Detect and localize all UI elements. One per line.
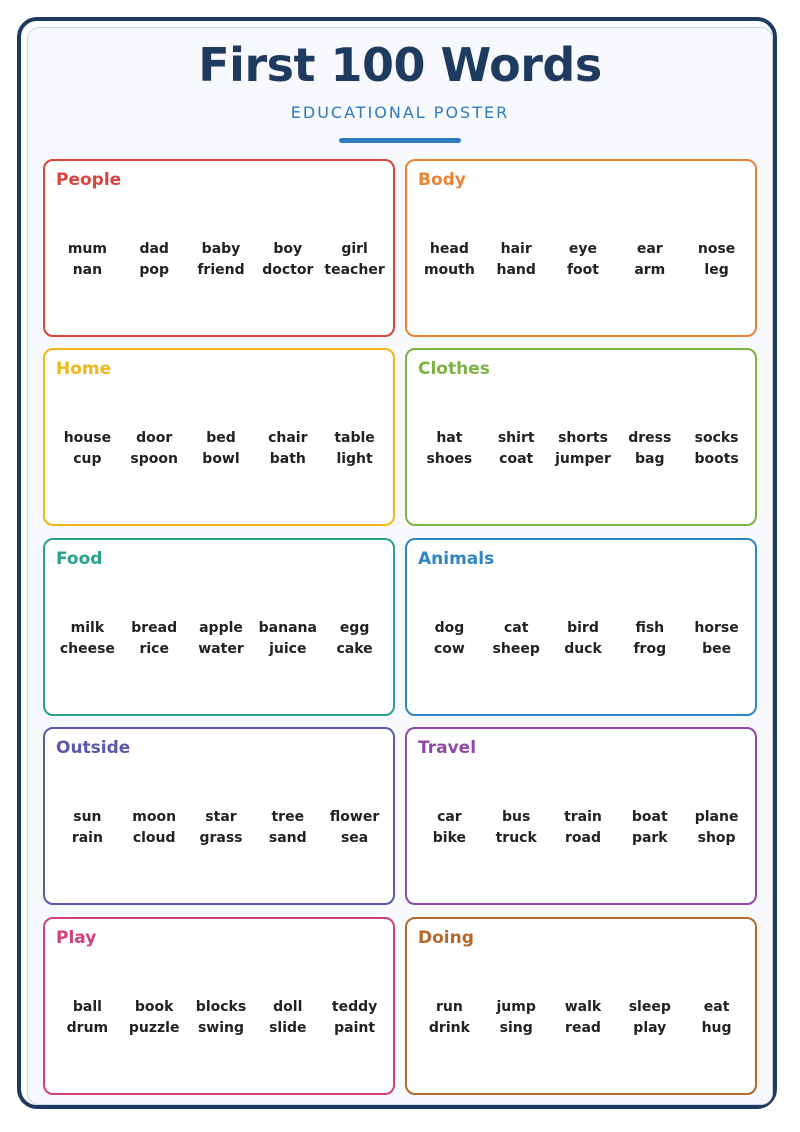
word-item: hat: [436, 430, 463, 446]
word-item: arm: [634, 262, 666, 278]
word-item: pop: [139, 262, 170, 278]
category-title: Play: [56, 928, 97, 948]
word-item: mouth: [423, 262, 475, 278]
word-item: walk: [564, 999, 602, 1015]
word-item: bird: [567, 620, 599, 636]
word-item: drink: [428, 1020, 470, 1036]
word-item: cheese: [59, 641, 115, 657]
word-item: egg: [339, 620, 370, 636]
word-item: sleep: [628, 999, 671, 1015]
word-item: water: [198, 641, 244, 657]
word-item: baby: [201, 241, 241, 257]
category-title: Home: [56, 359, 112, 379]
word-item: leg: [704, 262, 729, 278]
title-divider: [339, 138, 461, 143]
word-item: rain: [71, 830, 103, 846]
word-item: table: [334, 430, 375, 446]
word-item: truck: [495, 830, 537, 846]
poster-title: First 100 Words: [198, 38, 602, 92]
word-item: socks: [694, 430, 739, 446]
category-card-food: [43, 538, 395, 716]
word-item: tree: [271, 809, 305, 825]
word-item: sand: [268, 830, 307, 846]
category-card-outside: [43, 727, 395, 905]
category-title: Animals: [418, 549, 495, 569]
word-list: [416, 809, 750, 847]
category-card-clothes: [405, 348, 757, 526]
word-list: [54, 620, 388, 658]
word-item: spoon: [130, 451, 178, 467]
word-item: road: [564, 830, 601, 846]
word-item: head: [429, 241, 469, 257]
word-item: shoes: [426, 451, 473, 467]
word-item: puzzle: [128, 1020, 180, 1036]
category-card-home: [43, 348, 395, 526]
word-item: bag: [635, 451, 665, 467]
word-item: friend: [197, 262, 245, 278]
word-item: read: [565, 1020, 601, 1036]
word-item: slide: [269, 1020, 307, 1036]
word-list: [54, 809, 388, 847]
word-item: boy: [273, 241, 303, 257]
word-item: moon: [132, 809, 177, 825]
word-item: ear: [636, 241, 663, 257]
category-card-people: [43, 159, 395, 337]
category-card-doing: [405, 917, 757, 1095]
word-item: doctor: [262, 262, 314, 278]
word-item: grass: [199, 830, 243, 846]
category-title: People: [56, 170, 122, 190]
word-item: cat: [503, 620, 529, 636]
word-item: cup: [73, 451, 102, 467]
word-item: mum: [67, 241, 107, 257]
category-title: Body: [418, 170, 466, 190]
word-list: [416, 241, 750, 279]
word-item: dog: [434, 620, 465, 636]
word-list: [54, 999, 388, 1037]
word-item: jumper: [555, 451, 611, 467]
word-item: house: [63, 430, 112, 446]
category-title: Doing: [418, 928, 474, 948]
word-item: foot: [566, 262, 599, 278]
word-item: rice: [139, 641, 169, 657]
word-item: shop: [697, 830, 736, 846]
word-item: star: [205, 809, 237, 825]
word-item: coat: [499, 451, 534, 467]
word-item: boots: [694, 451, 739, 467]
word-item: chair: [268, 430, 308, 446]
word-item: girl: [341, 241, 368, 257]
word-item: hug: [701, 1020, 732, 1036]
word-list: [54, 241, 388, 279]
category-card-animals: [405, 538, 757, 716]
word-item: door: [136, 430, 173, 446]
poster-subtitle: EDUCATIONAL POSTER: [290, 103, 510, 122]
word-item: book: [134, 999, 174, 1015]
word-item: run: [435, 999, 463, 1015]
word-item: play: [633, 1020, 667, 1036]
word-item: shirt: [497, 430, 535, 446]
word-item: hair: [500, 241, 532, 257]
word-item: sing: [499, 1020, 533, 1036]
word-item: cloud: [132, 830, 176, 846]
word-item: duck: [564, 641, 602, 657]
category-title: Outside: [56, 738, 131, 758]
word-item: bed: [206, 430, 236, 446]
word-item: apple: [199, 620, 243, 636]
word-item: sheep: [492, 641, 540, 657]
word-item: eat: [703, 999, 730, 1015]
word-list: [416, 999, 750, 1037]
word-item: eye: [568, 241, 598, 257]
word-item: bee: [702, 641, 732, 657]
word-item: train: [564, 809, 602, 825]
word-item: car: [437, 809, 462, 825]
word-item: drum: [66, 1020, 109, 1036]
category-title: Food: [56, 549, 103, 569]
word-item: bath: [269, 451, 306, 467]
word-item: sun: [73, 809, 102, 825]
word-item: horse: [694, 620, 739, 636]
word-item: jump: [496, 999, 536, 1015]
category-card-travel: [405, 727, 757, 905]
word-item: cake: [336, 641, 373, 657]
word-item: hand: [496, 262, 536, 278]
word-item: bread: [131, 620, 178, 636]
word-item: paint: [334, 1020, 376, 1036]
word-item: doll: [273, 999, 303, 1015]
word-item: teddy: [331, 999, 378, 1015]
word-item: bus: [502, 809, 531, 825]
word-item: frog: [633, 641, 667, 657]
category-title: Travel: [418, 738, 477, 758]
word-item: nose: [697, 241, 736, 257]
word-item: park: [631, 830, 668, 846]
word-item: dad: [139, 241, 169, 257]
word-item: blocks: [195, 999, 247, 1015]
word-item: dress: [628, 430, 672, 446]
word-item: nan: [72, 262, 103, 278]
word-item: teacher: [324, 262, 385, 278]
word-item: light: [336, 451, 373, 467]
word-item: sea: [340, 830, 369, 846]
category-card-play: [43, 917, 395, 1095]
category-title: Clothes: [418, 359, 490, 379]
word-list: [54, 430, 388, 468]
word-item: ball: [72, 999, 102, 1015]
word-item: boat: [631, 809, 668, 825]
word-item: banana: [258, 620, 317, 636]
category-card-body: [405, 159, 757, 337]
word-item: shorts: [558, 430, 608, 446]
word-list: [416, 620, 750, 658]
word-item: bowl: [202, 451, 240, 467]
word-item: fish: [635, 620, 665, 636]
word-item: plane: [694, 809, 739, 825]
word-item: flower: [329, 809, 380, 825]
word-item: milk: [70, 620, 105, 636]
word-item: cow: [433, 641, 465, 657]
word-item: bike: [432, 830, 467, 846]
word-item: swing: [197, 1020, 245, 1036]
word-item: juice: [269, 641, 307, 657]
word-list: [416, 430, 750, 468]
